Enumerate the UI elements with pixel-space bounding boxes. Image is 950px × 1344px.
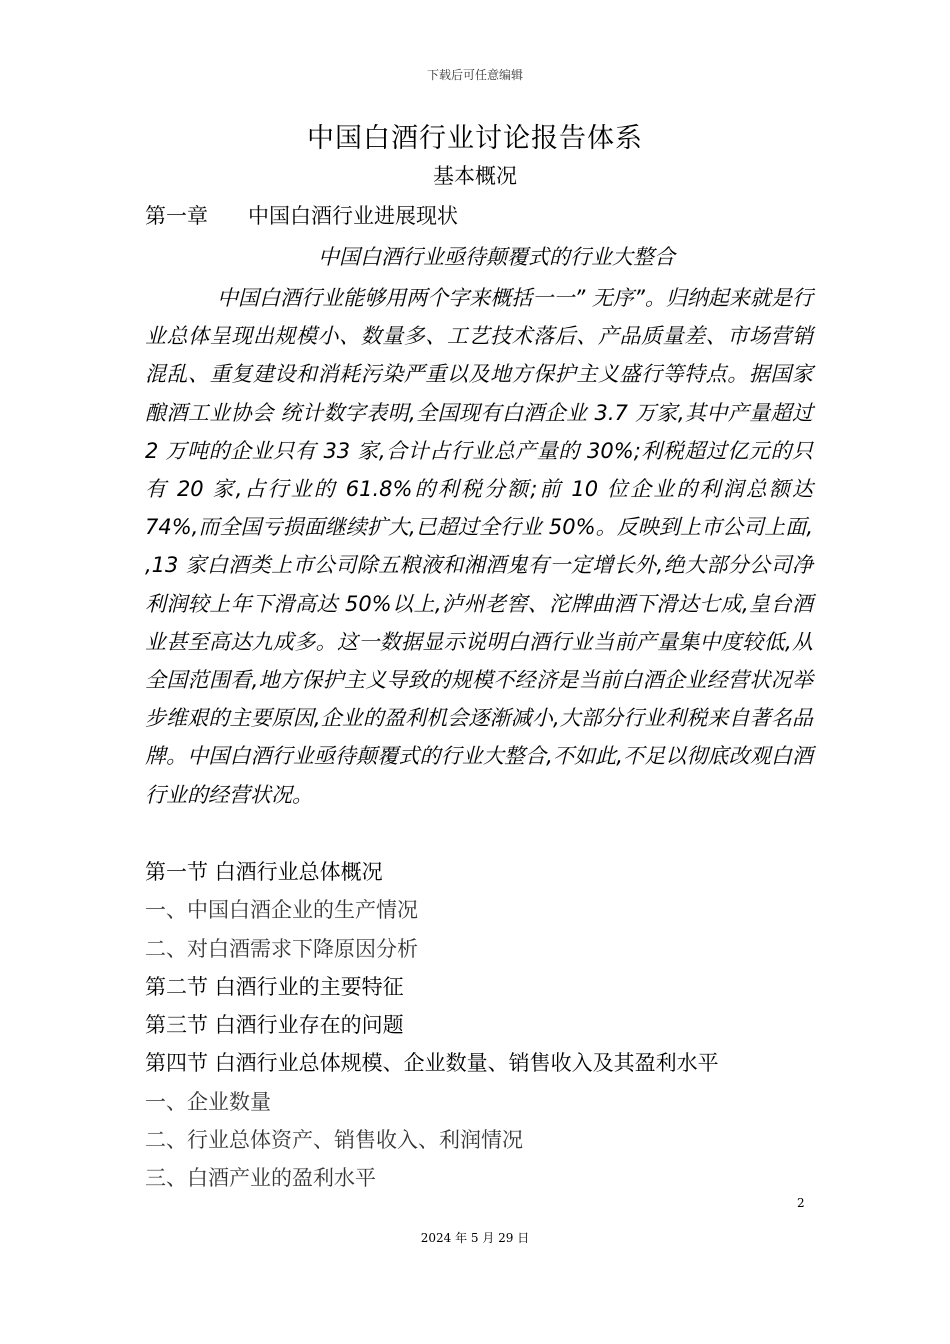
document-subtitle: 基本概况 [433, 164, 517, 188]
outline-item: 三、白酒产业的盈利水平 [145, 1166, 376, 1191]
page-number: 2 [797, 1196, 805, 1210]
outline-item: 二、行业总体资产、销售收入、利润情况 [145, 1128, 523, 1153]
outline-item: 一、企业数量 [145, 1089, 271, 1114]
chapter-heading: 第一章 中国白酒行业进展现状 [145, 204, 459, 228]
outline-list [145, 853, 719, 1198]
outline-item: 第四节 白酒行业总体规模、企业数量、销售收入及其盈利水平 [145, 1051, 719, 1076]
outline-item: 二、对白酒需求下降原因分析 [145, 936, 418, 961]
page-footer-date: 2024 年 5 月 29 日 [420, 1231, 530, 1245]
document-title: 中国白酒行业讨论报告体系 [307, 123, 643, 154]
outline-item: 第一节 白酒行业总体概况 [145, 860, 383, 884]
page-header: 下载后可任意编辑 [426, 68, 523, 82]
section-heading: 中国白酒行业亟待颠覆式的行业大整合 [318, 245, 675, 269]
outline-item: 一、中国白酒企业的生产情况 [145, 898, 418, 923]
body-paragraph: 中国白酒行业能够用两个字来概括一一” 无序”。归纳起来就是行业总体呈现出规模小、数量多、工艺技术落后、产品质量差、市场营销混乱、重复建设和消耗污染严重以及地方保护主义盛行等特点。据国家酿酒工业协会 统计数字表明,全国现有白酒企业 3.7 万家,其中产量超过 2 万吨的企业只有 33 家,合计占行业总产量的 30%;利税超过亿元的只有 20 家,占行业的 61.8%的利税分额;前 10 位企业的利润总额达 74%,而全国亏损面继续扩大,已超过全行业 50%。反映到上市公司上面, ,13 家白酒类上市公司除五粮液和湘酒鬼有一定增长外,绝大部分公司净利润较上年下滑高达 50%以上,泸州老窖、沱牌曲酒下滑达七成,皇台酒业甚至高达九成多。这一数据显示说明白酒行业当前产量集中度较低,从全国范围看,地方保护主义导致的规模不经济是当前白酒企业经营状况举步维艰的主要原因,企业的盈利机会逐渐减小,大部分行业利税来自著名品牌。中国白酒行业亟待颠覆式的行业大整合,不如此,不足以彻底改观白酒行业的经营状况。 [145, 286, 813, 807]
outline-item: 第三节 白酒行业存在的问题 [145, 1013, 404, 1038]
outline-item: 第二节 白酒行业的主要特征 [145, 974, 404, 999]
